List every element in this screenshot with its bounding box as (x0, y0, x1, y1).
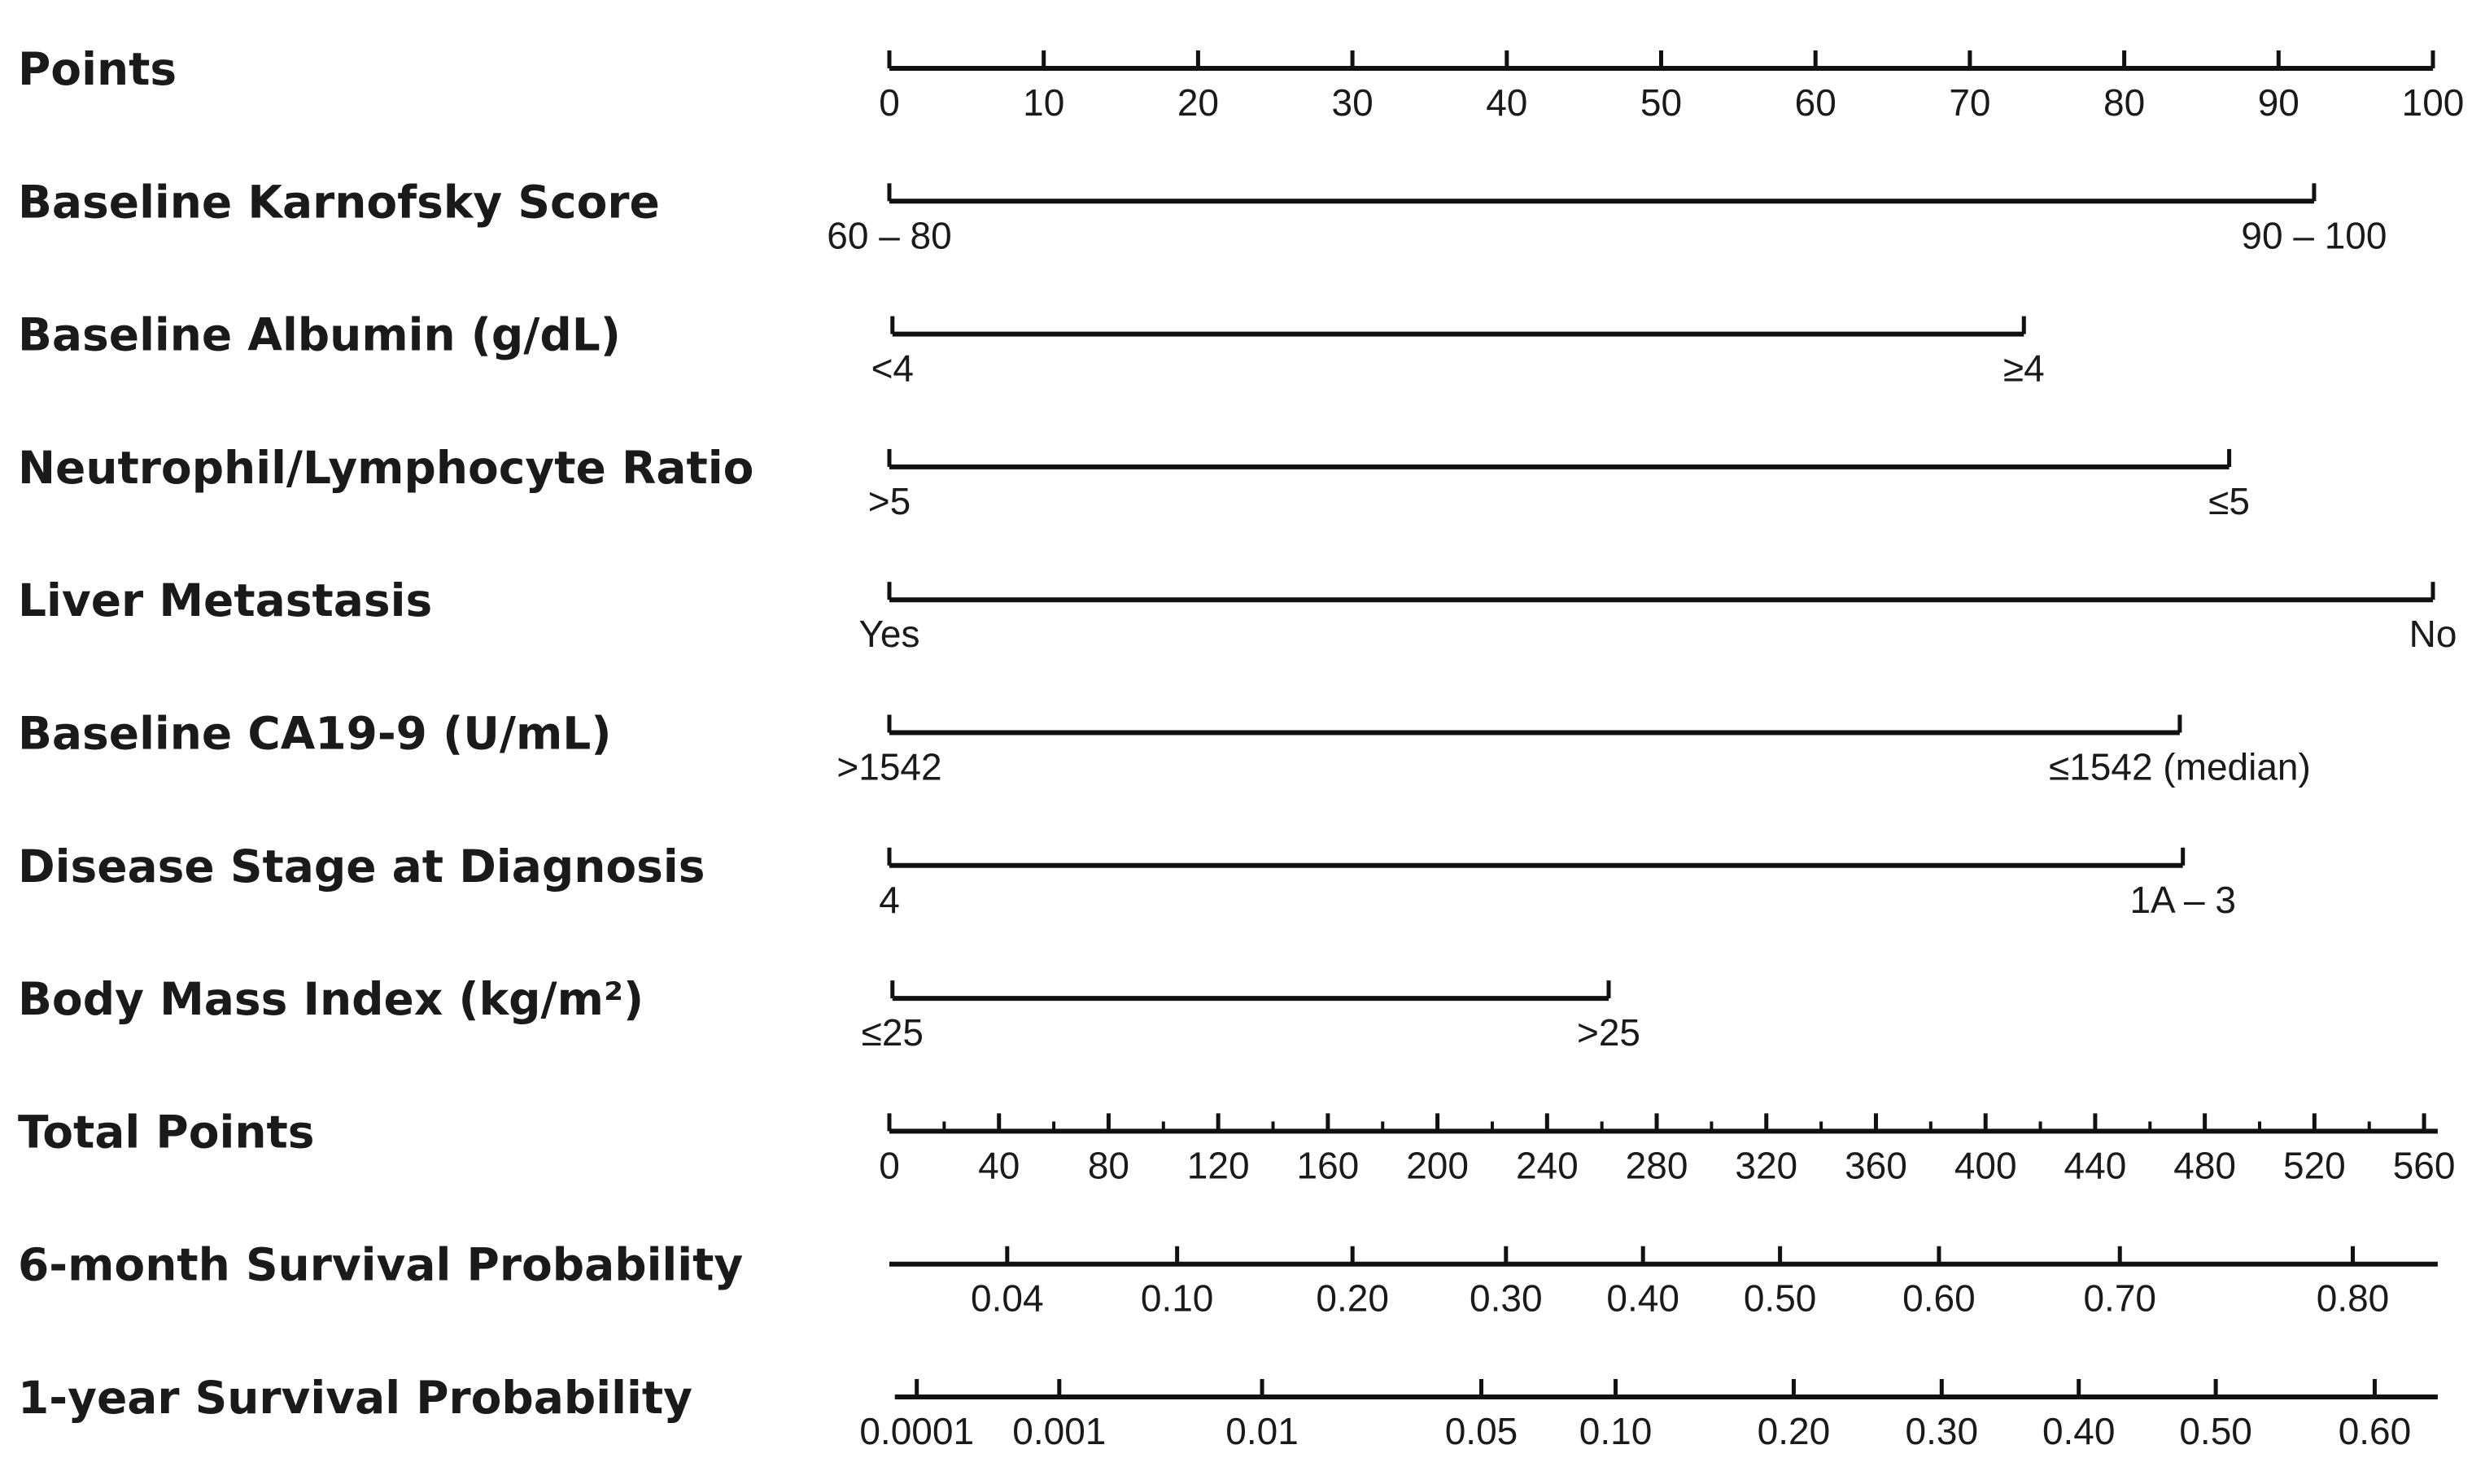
row-label-body-mass-index-kg-m: Body Mass Index (kg/m²) (18, 973, 644, 1026)
probability-label: 0.60 (1902, 1277, 1976, 1320)
probability-label: 0.04 (971, 1277, 1044, 1320)
tick-label: 10 (1023, 81, 1065, 124)
tick-label: 70 (1949, 81, 1991, 124)
level-label: 60 – 80 (827, 214, 952, 257)
row-label-baseline-ca19-9-u-ml: Baseline CA19-9 (U/mL) (18, 707, 612, 760)
probability-label: 0.01 (1225, 1410, 1299, 1452)
row-label-disease-stage-at-diagnosis: Disease Stage at Diagnosis (18, 840, 705, 893)
probability-label: 0.20 (1316, 1277, 1389, 1320)
probability-label: 0.40 (2042, 1410, 2116, 1452)
tick-label: 480 (2173, 1144, 2237, 1187)
tick-label: 200 (1406, 1144, 1469, 1187)
probability-label: 0.40 (1606, 1277, 1679, 1320)
level-label: ≤1542 (median) (2048, 745, 2311, 788)
level-label: ≤25 (861, 1011, 924, 1054)
row-label-points: Points (18, 43, 177, 95)
axis-1-year-survival-probability (859, 1379, 2438, 1452)
probability-label: 0.30 (1470, 1277, 1543, 1320)
level-label: 1A – 3 (2129, 878, 2236, 921)
tick-label: 280 (1625, 1144, 1688, 1187)
row-label-baseline-albumin-g-dl: Baseline Albumin (g/dL) (18, 308, 621, 361)
row-label-total-points: Total Points (18, 1106, 315, 1159)
probability-label: 0.10 (1579, 1410, 1653, 1452)
tick-label: 160 (1296, 1144, 1360, 1187)
tick-label: 40 (978, 1144, 1020, 1187)
level-label: <4 (871, 347, 915, 390)
level-label: 90 – 100 (2241, 214, 2387, 257)
tick-label: 320 (1735, 1144, 1798, 1187)
row-labels (18, 43, 753, 1424)
row-label-1-year-survival-probability: 1-year Survival Probability (18, 1372, 692, 1424)
axis-baseline-karnofsky-score (827, 183, 2387, 256)
level-label: >25 (1576, 1011, 1641, 1054)
tick-label: 80 (2103, 81, 2146, 124)
tick-label: 20 (1177, 81, 1219, 124)
tick-label: 0 (879, 1144, 900, 1187)
tick-label: 520 (2282, 1144, 2346, 1187)
tick-label: 360 (1845, 1144, 1907, 1187)
probability-label: 0.0001 (859, 1410, 975, 1452)
tick-label: 50 (1640, 81, 1683, 124)
probability-label: 0.60 (2338, 1410, 2412, 1452)
axis-disease-stage-at-diagnosis (879, 848, 2236, 921)
axis-neutrophil-lymphocyte-ratio (868, 449, 2250, 522)
level-label: No (2409, 613, 2457, 656)
row-label-baseline-karnofsky-score: Baseline Karnofsky Score (18, 176, 660, 229)
tick-label: 0 (879, 81, 900, 124)
probability-label: 0.30 (1905, 1410, 1979, 1452)
tick-label: 440 (2064, 1144, 2127, 1187)
tick-label: 40 (1486, 81, 1528, 124)
probability-label: 0.70 (2083, 1277, 2156, 1320)
probability-label: 0.20 (1757, 1410, 1831, 1452)
tick-label: 90 (2257, 81, 2299, 124)
probability-label: 0.80 (2316, 1277, 2390, 1320)
axis-body-mass-index-kg-m (862, 980, 1640, 1054)
tick-label: 560 (2392, 1144, 2456, 1187)
row-label-6-month-survival-probability: 6-month Survival Probability (18, 1238, 744, 1291)
tick-label: 80 (1087, 1144, 1130, 1187)
probability-label: 0.50 (1743, 1277, 1817, 1320)
level-label: Yes (858, 613, 920, 656)
axis-baseline-albumin-g-dl (871, 316, 2045, 390)
level-label: 4 (879, 878, 900, 921)
tick-label: 120 (1186, 1144, 1250, 1187)
tick-label: 60 (1794, 81, 1836, 124)
level-label: >5 (867, 479, 911, 522)
tick-label: 400 (1954, 1144, 2017, 1187)
tick-label: 100 (2401, 81, 2465, 124)
axis-baseline-ca19-9-u-ml (836, 715, 2310, 788)
level-label: ≥4 (2002, 347, 2045, 390)
tick-label: 240 (1515, 1144, 1579, 1187)
probability-label: 0.05 (1444, 1410, 1518, 1452)
level-label: >1542 (836, 745, 942, 788)
axis-6-month-survival-probability (889, 1246, 2438, 1320)
axis-points (879, 50, 2464, 124)
row-axes (827, 50, 2464, 1452)
row-label-neutrophil-lymphocyte-ratio: Neutrophil/Lymphocyte Ratio (18, 441, 754, 494)
axis-total-points (879, 1113, 2455, 1186)
row-label-liver-metastasis: Liver Metastasis (18, 574, 433, 627)
tick-label: 30 (1331, 81, 1374, 124)
axis-liver-metastasis (858, 582, 2457, 655)
probability-label: 0.50 (2179, 1410, 2252, 1452)
level-label: ≤5 (2208, 479, 2251, 522)
probability-label: 0.10 (1140, 1277, 1214, 1320)
probability-label: 0.001 (1012, 1410, 1107, 1452)
